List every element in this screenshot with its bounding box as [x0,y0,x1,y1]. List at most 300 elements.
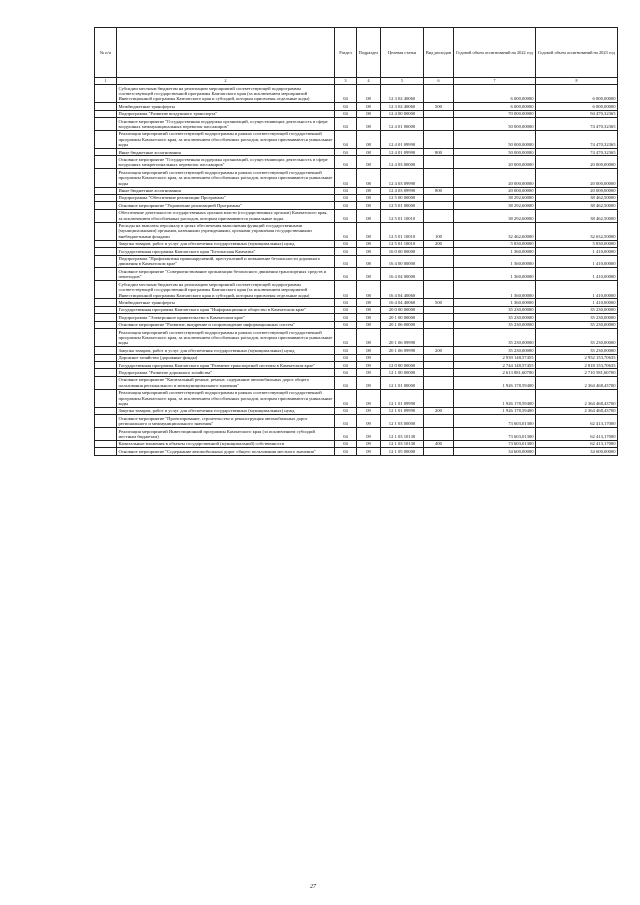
row-number [95,354,117,361]
row-podrazdel: 08 [357,209,381,222]
row-amount-2022: 35 230,00000 [454,306,536,313]
row-podrazdel: 08 [357,240,381,247]
row-amount-2023: 6 000,00000 [536,103,618,110]
row-target-article: 12 4 03 00000 [381,156,424,169]
row-podrazdel: 09 [357,440,381,447]
row-number [95,169,117,187]
colnum: 5 [381,78,424,85]
row-number [95,194,117,201]
row-amount-2023: 34 600,00000 [536,448,618,455]
row-expense-type [424,110,454,117]
row-amount-2023: 2 364 468,43700 [536,407,618,414]
row-razdel: 04 [335,347,357,354]
row-number [95,321,117,328]
row-razdel: 04 [335,369,357,376]
row-amount-2022: 73 603,01300 [454,428,536,441]
row-number [95,156,117,169]
row-razdel: 04 [335,103,357,110]
row-razdel: 04 [335,428,357,441]
colnum: 8 [536,78,618,85]
row-expense-type [424,428,454,441]
colnum: 1 [95,78,117,85]
row-razdel: 04 [335,376,357,389]
row-number [95,362,117,369]
row-number [95,240,117,247]
row-podrazdel: 09 [357,369,381,376]
row-name: Реализация мероприятий соответствующей подпрограммы в рамках соответствующей государственной программы Камчатского края, за исключением обособленных расходов, которым присваиваются уникальные коды [117,329,335,347]
page-number: 27 [310,884,316,890]
row-name: Государственная программа Камчатского края "Информационное общество в Камчатском крае" [117,306,335,313]
row-amount-2022: 1 360,00000 [454,248,536,255]
table-row [95,389,618,407]
table-row [95,268,618,281]
row-amount-2022: 2 613 881,60700 [454,369,536,376]
row-podrazdel: 08 [357,329,381,347]
row-razdel: 04 [335,314,357,321]
row-target-article: 20 1 00 00000 [381,314,424,321]
row-amount-2022: 20 000,00000 [454,187,536,194]
table-header-row [95,28,618,78]
row-amount-2022: 70 000,00000 [454,110,536,117]
row-amount-2022: 1 926 178,59400 [454,389,536,407]
row-podrazdel: 08 [357,202,381,209]
row-amount-2023: 38 462,50000 [536,194,618,201]
row-name: Подпрограмма "Развитие дорожного хозяйства" [117,369,335,376]
row-number [95,407,117,414]
colnum: 6 [424,78,454,85]
row-amount-2022: 5 830,00000 [454,240,536,247]
row-name: Обеспечение деятельности государственных органов власти (государственных органов) Камчатского края, за исключением обособленных расходов, которым присваиваются уникальные коды. [117,209,335,222]
row-target-article: 12 4 01 09990 [381,149,424,156]
header-target-article: Целевая статья [381,28,424,78]
row-amount-2023: 5 830,00000 [536,240,618,247]
row-amount-2022: 20 000,00000 [454,156,536,169]
row-podrazdel: 08 [357,85,381,103]
row-razdel: 04 [335,130,357,148]
row-number [95,299,117,306]
row-number [95,314,117,321]
row-amount-2023: 35 230,00000 [536,321,618,328]
table-body [95,85,618,456]
row-expense-type [424,362,454,369]
row-amount-2023: 38 462,50000 [536,209,618,222]
table-row [95,202,618,209]
row-razdel: 04 [335,281,357,299]
row-amount-2022: 73 603,01300 [454,415,536,428]
row-podrazdel: 08 [357,156,381,169]
row-podrazdel: 08 [357,103,381,110]
row-expense-type: 400 [424,440,454,447]
row-name: Закупка товаров, работ и услуг для обеспечения государственных (муниципальных) нужд [117,347,335,354]
row-razdel: 04 [335,268,357,281]
row-podrazdel: 08 [357,281,381,299]
header-2023: Годовой объем ассигнований на 2023 год [536,28,618,78]
row-amount-2022: 6 000,00000 [454,85,536,103]
row-amount-2022: 1 926 178,59400 [454,376,536,389]
table-row [95,415,618,428]
row-name: Закупка товаров, работ и услуг для обеспечения государственных (муниципальных) нужд [117,407,335,414]
row-number [95,149,117,156]
row-name: Основное мероприятие "Совершенствование организации безопасного движения транспортных средств и пешеходов" [117,268,335,281]
table-row [95,314,618,321]
row-expense-type [424,329,454,347]
row-amount-2022: 35 230,00000 [454,314,536,321]
row-target-article: 16 4 00 00000 [381,255,424,268]
row-razdel: 04 [335,202,357,209]
table-row [95,187,618,194]
row-number [95,248,117,255]
row-name: Субсидии местным бюджетам на реализацию мероприятий соответствующей подпрограммы соответствующей государственной программы Камчатского края (за исключением мероприятий Инвестиционной программы Камчатского края и субсидий, которым присвоены отдельные коды) [117,281,335,299]
row-podrazdel: 08 [357,268,381,281]
row-amount-2022: 20 000,00000 [454,169,536,187]
row-amount-2022: 1 926 178,59400 [454,407,536,414]
row-target-article: 12 3 02 40060 [381,85,424,103]
row-name: Подпрограмма "Профилактика правонарушений, преступлений и повышение безопасности дорожного движения в Камчатском крае" [117,255,335,268]
row-expense-type [424,415,454,428]
row-expense-type [424,354,454,361]
row-razdel: 04 [335,187,357,194]
row-podrazdel: 08 [357,314,381,321]
row-target-article: 12 4 00 00000 [381,110,424,117]
row-target-article: 16 4 04 00000 [381,268,424,281]
row-number [95,103,117,110]
row-name: Основное мероприятие "Содержание автомобильных дорог общего пользования местного значения" [117,448,335,455]
row-razdel: 04 [335,194,357,201]
row-name: Подпрограмма "Обеспечение реализации Программы" [117,194,335,201]
row-amount-2022: 38 292,60000 [454,194,536,201]
row-amount-2022: 34 600,00000 [454,448,536,455]
row-razdel: 04 [335,306,357,313]
row-amount-2023: 1 410,00000 [536,281,618,299]
row-number [95,209,117,222]
row-expense-type [424,156,454,169]
table-row [95,369,618,376]
row-amount-2023: 32 632,50000 [536,222,618,240]
table-row [95,130,618,148]
row-name: Подпрограмма "Электронное правительство в Камчатском крае" [117,314,335,321]
row-expense-type: 800 [424,149,454,156]
row-expense-type: 500 [424,299,454,306]
row-razdel: 04 [335,118,357,131]
row-razdel: 04 [335,362,357,369]
row-number [95,329,117,347]
row-number [95,369,117,376]
row-name: Основное мероприятие "Капитальный ремонт, ремонт, содержание автомобильных дорог общего пользования регионального и межмуниципального значения" [117,376,335,389]
row-number [95,202,117,209]
row-amount-2023: 2 818 153,70635 [536,362,618,369]
row-razdel: 04 [335,415,357,428]
row-amount-2023: 62 413,17000 [536,415,618,428]
row-expense-type: 800 [424,187,454,194]
table-row [95,376,618,389]
row-podrazdel: 09 [357,376,381,389]
row-amount-2023: 20 000,00000 [536,156,618,169]
row-expense-type: 100 [424,222,454,240]
row-podrazdel: 08 [357,222,381,240]
row-razdel: 04 [335,169,357,187]
row-podrazdel: 09 [357,415,381,428]
row-podrazdel: 09 [357,448,381,455]
row-name: Государственная программа Камчатского края "Безопасная Камчатка" [117,248,335,255]
table-row [95,149,618,156]
row-number [95,130,117,148]
row-expense-type: 500 [424,103,454,110]
row-razdel: 04 [335,440,357,447]
table-row [95,240,618,247]
table-row [95,194,618,201]
row-name: Основное мероприятие "Развитие, внедрение и сопровождение информационных систем" [117,321,335,328]
row-target-article: 12 4 03 09990 [381,187,424,194]
row-number [95,187,117,194]
row-target-article: 16 0 00 00000 [381,248,424,255]
row-amount-2023: 94 470,32365 [536,110,618,117]
row-number [95,281,117,299]
row-podrazdel: 09 [357,407,381,414]
row-target-article: 12 5 01 10010 [381,240,424,247]
row-amount-2023: 74 470,32365 [536,118,618,131]
row-podrazdel: 08 [357,169,381,187]
row-expense-type [424,130,454,148]
table-row [95,354,618,361]
header-razdel: Раздел [335,28,357,78]
row-expense-type: 200 [424,347,454,354]
row-target-article: 16 4 04 40060 [381,299,424,306]
row-amount-2023: 74 470,32365 [536,130,618,148]
row-amount-2022: 38 292,60000 [454,202,536,209]
row-target-article [381,354,424,361]
row-target-article: 12 5 01 10010 [381,209,424,222]
row-amount-2023: 1 410,00000 [536,255,618,268]
row-name: Государственная программа Камчатского края "Развитие транспортной системы в Камчатском крае" [117,362,335,369]
row-target-article: 12 1 03 10130 [381,440,424,447]
row-razdel: 04 [335,354,357,361]
row-target-article: 12 5 01 10010 [381,222,424,240]
row-amount-2022: 73 603,01300 [454,440,536,447]
row-razdel: 04 [335,156,357,169]
row-amount-2023: 62 413,17000 [536,440,618,447]
table-row [95,407,618,414]
row-expense-type [424,376,454,389]
row-target-article: 12 1 01 00000 [381,376,424,389]
row-name: Основное мероприятие "Государственная поддержка организаций, осуществляющих деятельность в сфере воздушных межмуниципальных перевозок пассажиров" [117,118,335,131]
row-razdel: 04 [335,329,357,347]
row-expense-type [424,202,454,209]
table-row [95,209,618,222]
row-number [95,306,117,313]
row-razdel: 04 [335,255,357,268]
row-podrazdel: 09 [357,428,381,441]
table-row [95,169,618,187]
row-name: Капитальные вложения в объекты государственной (муниципальной) собственности [117,440,335,447]
row-name: Расходы на выплаты персоналу в целях обеспечения выполнения функций государственными (муниципальными) органами, казенными учреждениями, органами управления государственными внебюджетными фондами [117,222,335,240]
row-number [95,347,117,354]
row-amount-2023: 62 413,17000 [536,428,618,441]
row-razdel: 04 [335,209,357,222]
row-target-article: 16 4 04 40060 [381,281,424,299]
row-amount-2023: 35 230,00000 [536,314,618,321]
row-number [95,440,117,447]
row-podrazdel: 08 [357,299,381,306]
row-target-article: 20 1 06 09990 [381,329,424,347]
row-target-article: 12 5 00 00000 [381,194,424,201]
row-amount-2023: 2 364 468,43700 [536,389,618,407]
row-name: Закупка товаров, работ и услуг для обеспечения государственных (муниципальных) нужд [117,240,335,247]
row-expense-type [424,248,454,255]
row-razdel: 04 [335,85,357,103]
row-podrazdel: 08 [357,255,381,268]
row-target-article: 20 0 00 00000 [381,306,424,313]
row-name: Дорожное хозяйство (дорожные фонды) [117,354,335,361]
table-row [95,362,618,369]
table-row [95,118,618,131]
row-podrazdel: 08 [357,130,381,148]
row-amount-2023: 35 230,00000 [536,347,618,354]
row-amount-2022: 1 360,00000 [454,268,536,281]
row-amount-2022: 2 744 148,57455 [454,362,536,369]
row-name: Межбюджетные трансферты [117,103,335,110]
row-podrazdel: 08 [357,248,381,255]
row-target-article: 12 1 03 00000 [381,415,424,428]
row-razdel: 04 [335,240,357,247]
row-name: Реализация мероприятий соответствующей подпрограммы в рамках соответствующей государственной программы Камчатского края, за исключением обособленных расходов, которым присваиваются уникальные коды [117,169,335,187]
row-name: Реализация мероприятий Инвестиционной программы Камчатского края (за исключением субсидий местным бюджетам) [117,428,335,441]
row-podrazdel: 08 [357,321,381,328]
row-expense-type [424,85,454,103]
row-podrazdel: 09 [357,354,381,361]
row-expense-type [424,389,454,407]
row-expense-type [424,306,454,313]
row-number [95,110,117,117]
header-num: № п/п [95,28,117,78]
header-podrazdel: Подраздел [357,28,381,78]
row-number [95,85,117,103]
row-amount-2022: 50 000,00000 [454,130,536,148]
row-amount-2023: 74 470,32365 [536,149,618,156]
row-number [95,222,117,240]
row-name: Реализация мероприятий соответствующей подпрограммы в рамках соответствующей государственной программы Камчатского края, за исключением обособленных расходов, которым присваиваются уникальные коды [117,389,335,407]
row-number [95,376,117,389]
row-number [95,428,117,441]
row-target-article: 12 4 01 09990 [381,130,424,148]
row-amount-2022: 2 939 148,57455 [454,354,536,361]
row-number [95,389,117,407]
row-number [95,415,117,428]
header-expense-type: Вид расходов [424,28,454,78]
row-name: Основное мероприятие "Государственная поддержка организаций, осуществляющих деятельность в сфере воздушных межрегиональных перевозок пассажиров" [117,156,335,169]
row-amount-2023: 1 410,00000 [536,248,618,255]
column-number-row [95,78,618,85]
table-row [95,347,618,354]
row-amount-2022: 38 292,60000 [454,209,536,222]
row-amount-2022: 35 230,00000 [454,321,536,328]
row-amount-2023: 35 230,00000 [536,329,618,347]
colnum: 3 [335,78,357,85]
table-row [95,255,618,268]
row-amount-2023: 38 462,50000 [536,202,618,209]
row-podrazdel: 08 [357,306,381,313]
row-amount-2022: 50 000,00000 [454,149,536,156]
budget-table [94,27,618,456]
row-expense-type [424,118,454,131]
row-amount-2023: 20 000,00000 [536,169,618,187]
row-podrazdel: 08 [357,187,381,194]
row-amount-2022: 6 000,00000 [454,103,536,110]
table-row [95,299,618,306]
row-name: Основное мероприятие "Управление реализацией Программы" [117,202,335,209]
row-podrazdel: 09 [357,389,381,407]
row-amount-2023: 20 000,00000 [536,187,618,194]
row-target-article: 20 1 06 09990 [381,347,424,354]
colnum: 4 [357,78,381,85]
table-row [95,281,618,299]
row-razdel: 04 [335,389,357,407]
row-podrazdel: 08 [357,194,381,201]
row-target-article: 12 3 02 40060 [381,103,424,110]
row-razdel: 04 [335,149,357,156]
row-amount-2023: 1 410,00000 [536,268,618,281]
row-amount-2023: 1 410,00000 [536,299,618,306]
row-amount-2023: 2 364 468,43700 [536,376,618,389]
row-razdel: 04 [335,299,357,306]
row-target-article: 12 1 05 00000 [381,448,424,455]
table-row [95,321,618,328]
header-2022: Годовой объем ассигнований на 2022 год [454,28,536,78]
row-razdel: 04 [335,448,357,455]
row-target-article: 12 1 00 00000 [381,369,424,376]
row-podrazdel: 08 [357,149,381,156]
row-amount-2022: 50 000,00000 [454,118,536,131]
row-podrazdel: 08 [357,118,381,131]
row-expense-type [424,209,454,222]
row-razdel: 04 [335,407,357,414]
row-number [95,448,117,455]
row-razdel: 04 [335,248,357,255]
table-row [95,85,618,103]
row-name: Иные бюджетные ассигнования [117,187,335,194]
row-name: Основное мероприятие "Проектирование, строительство и реконструкция автомобильных дорог регионального и межмуниципального значения" [117,415,335,428]
row-podrazdel: 08 [357,347,381,354]
row-expense-type: 200 [424,407,454,414]
colnum: 7 [454,78,536,85]
table-row [95,248,618,255]
row-number [95,268,117,281]
row-expense-type [424,194,454,201]
table-row [95,428,618,441]
row-target-article: 12 1 01 09990 [381,389,424,407]
row-target-article: 12 1 03 10130 [381,428,424,441]
table-row [95,110,618,117]
row-name: Иные бюджетные ассигнования [117,149,335,156]
row-target-article: 12 4 01 00000 [381,118,424,131]
table-row [95,156,618,169]
row-amount-2022: 1 360,00000 [454,255,536,268]
row-expense-type [424,321,454,328]
table-row [95,306,618,313]
row-target-article: 12 4 03 09990 [381,169,424,187]
row-amount-2023: 6 000,00000 [536,85,618,103]
row-podrazdel: 08 [357,110,381,117]
row-amount-2022: 35 230,00000 [454,329,536,347]
row-target-article: 12 5 01 00000 [381,202,424,209]
row-podrazdel: 09 [357,362,381,369]
colnum: 2 [117,78,335,85]
row-name: Межбюджетные трансферты [117,299,335,306]
row-expense-type [424,314,454,321]
row-razdel: 04 [335,110,357,117]
row-razdel: 04 [335,222,357,240]
row-razdel: 04 [335,321,357,328]
row-name: Подпрограмма "Развитие воздушного транспорта" [117,110,335,117]
